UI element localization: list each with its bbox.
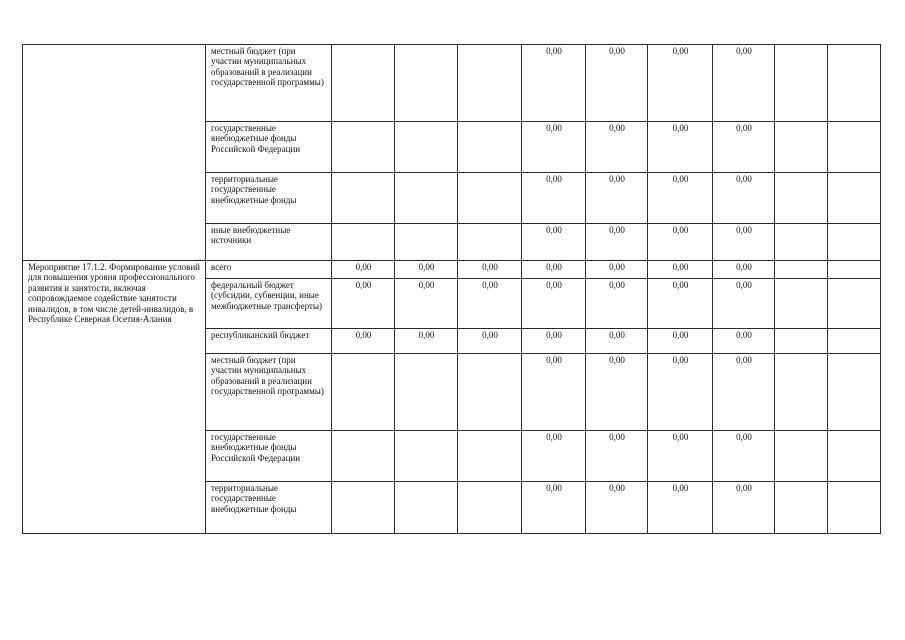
value-cell [332, 45, 395, 122]
value-cell [828, 279, 881, 329]
value-cell [828, 224, 881, 261]
value-cell: 0,00 [522, 173, 586, 224]
value-cell [332, 173, 395, 224]
value-cell: 0,00 [713, 45, 775, 122]
table-row [23, 45, 881, 122]
value-cell: 0,00 [332, 329, 395, 354]
value-cell: 0,00 [648, 261, 713, 279]
value-cell [332, 354, 395, 431]
value-cell: 0,00 [713, 224, 775, 261]
value-cell: 0,00 [713, 261, 775, 279]
value-cell: 0,00 [522, 122, 586, 173]
value-cell [332, 224, 395, 261]
value-cell: 0,00 [586, 279, 648, 329]
value-cell [395, 431, 458, 482]
value-cell [828, 482, 881, 534]
value-cell: 0,00 [648, 45, 713, 122]
value-cell [458, 354, 522, 431]
value-cell [828, 45, 881, 122]
value-cell [458, 45, 522, 122]
value-cell: 0,00 [713, 482, 775, 534]
funding-source-cell: территориальные государственные внебюджетные фонды [206, 173, 332, 224]
value-cell [775, 482, 828, 534]
value-cell: 0,00 [522, 45, 586, 122]
budget-table-body [23, 45, 881, 534]
value-cell: 0,00 [395, 261, 458, 279]
value-cell [828, 329, 881, 354]
value-cell: 0,00 [458, 279, 522, 329]
value-cell: 0,00 [586, 354, 648, 431]
value-cell [775, 354, 828, 431]
value-cell: 0,00 [648, 431, 713, 482]
budget-table [22, 44, 881, 534]
value-cell [458, 224, 522, 261]
value-cell: 0,00 [648, 173, 713, 224]
value-cell: 0,00 [586, 482, 648, 534]
value-cell [332, 431, 395, 482]
table-row [23, 261, 881, 279]
value-cell: 0,00 [648, 279, 713, 329]
value-cell [458, 482, 522, 534]
value-cell: 0,00 [458, 329, 522, 354]
funding-source-cell: государственные внебюджетные фонды Российской Федерации [206, 122, 332, 173]
value-cell: 0,00 [586, 173, 648, 224]
value-cell: 0,00 [522, 279, 586, 329]
funding-source-cell: республиканский бюджет [206, 329, 332, 354]
value-cell: 0,00 [586, 261, 648, 279]
value-cell: 0,00 [713, 173, 775, 224]
value-cell: 0,00 [522, 431, 586, 482]
value-cell: 0,00 [332, 261, 395, 279]
value-cell: 0,00 [522, 354, 586, 431]
value-cell [332, 122, 395, 173]
value-cell [458, 122, 522, 173]
value-cell: 0,00 [522, 224, 586, 261]
value-cell [395, 224, 458, 261]
value-cell [828, 431, 881, 482]
value-cell [775, 122, 828, 173]
event-cell-blank [23, 45, 206, 261]
value-cell [775, 173, 828, 224]
value-cell [395, 45, 458, 122]
value-cell [775, 224, 828, 261]
value-cell: 0,00 [586, 431, 648, 482]
value-cell: 0,00 [713, 279, 775, 329]
value-cell [775, 329, 828, 354]
value-cell: 0,00 [395, 329, 458, 354]
value-cell [395, 482, 458, 534]
value-cell: 0,00 [586, 329, 648, 354]
value-cell: 0,00 [458, 261, 522, 279]
value-cell [458, 173, 522, 224]
value-cell: 0,00 [522, 329, 586, 354]
funding-source-cell: местный бюджет (при участии муниципальных образований в реализации государственной программы) [206, 354, 332, 431]
value-cell: 0,00 [586, 122, 648, 173]
value-cell: 0,00 [332, 279, 395, 329]
value-cell: 0,00 [648, 224, 713, 261]
value-cell: 0,00 [648, 329, 713, 354]
value-cell: 0,00 [586, 45, 648, 122]
value-cell: 0,00 [522, 261, 586, 279]
funding-source-cell: иные внебюджетные источники [206, 224, 332, 261]
value-cell [775, 279, 828, 329]
funding-source-cell: территориальные государственные внебюджетные фонды [206, 482, 332, 534]
value-cell: 0,00 [648, 354, 713, 431]
value-cell [458, 431, 522, 482]
value-cell [828, 173, 881, 224]
value-cell: 0,00 [713, 329, 775, 354]
value-cell: 0,00 [713, 431, 775, 482]
value-cell: 0,00 [648, 122, 713, 173]
value-cell [395, 354, 458, 431]
value-cell: 0,00 [713, 354, 775, 431]
value-cell [332, 482, 395, 534]
value-cell [775, 261, 828, 279]
value-cell: 0,00 [648, 482, 713, 534]
event-title-cell: Мероприятие 17.1.2. Формирование условий для повышения уровня профессионального развития и занятости, включая сопровождаемое содействие занятости инвалидов, в том числе детей-инвалидов, в Республике Северная Осетия-Алания [23, 261, 206, 534]
value-cell [775, 431, 828, 482]
value-cell [828, 122, 881, 173]
value-cell: 0,00 [586, 224, 648, 261]
funding-source-cell: государственные внебюджетные фонды Российской Федерации [206, 431, 332, 482]
funding-source-cell: всего [206, 261, 332, 279]
value-cell [395, 173, 458, 224]
value-cell [828, 261, 881, 279]
value-cell [395, 122, 458, 173]
value-cell: 0,00 [713, 122, 775, 173]
funding-source-cell: местный бюджет (при участии муниципальных образований в реализации государственной программы) [206, 45, 332, 122]
value-cell [775, 45, 828, 122]
value-cell: 0,00 [395, 279, 458, 329]
funding-source-cell: федеральный бюджет (субсидии, субвенции, иные межбюджетные трансферты) [206, 279, 332, 329]
value-cell [828, 354, 881, 431]
value-cell: 0,00 [522, 482, 586, 534]
